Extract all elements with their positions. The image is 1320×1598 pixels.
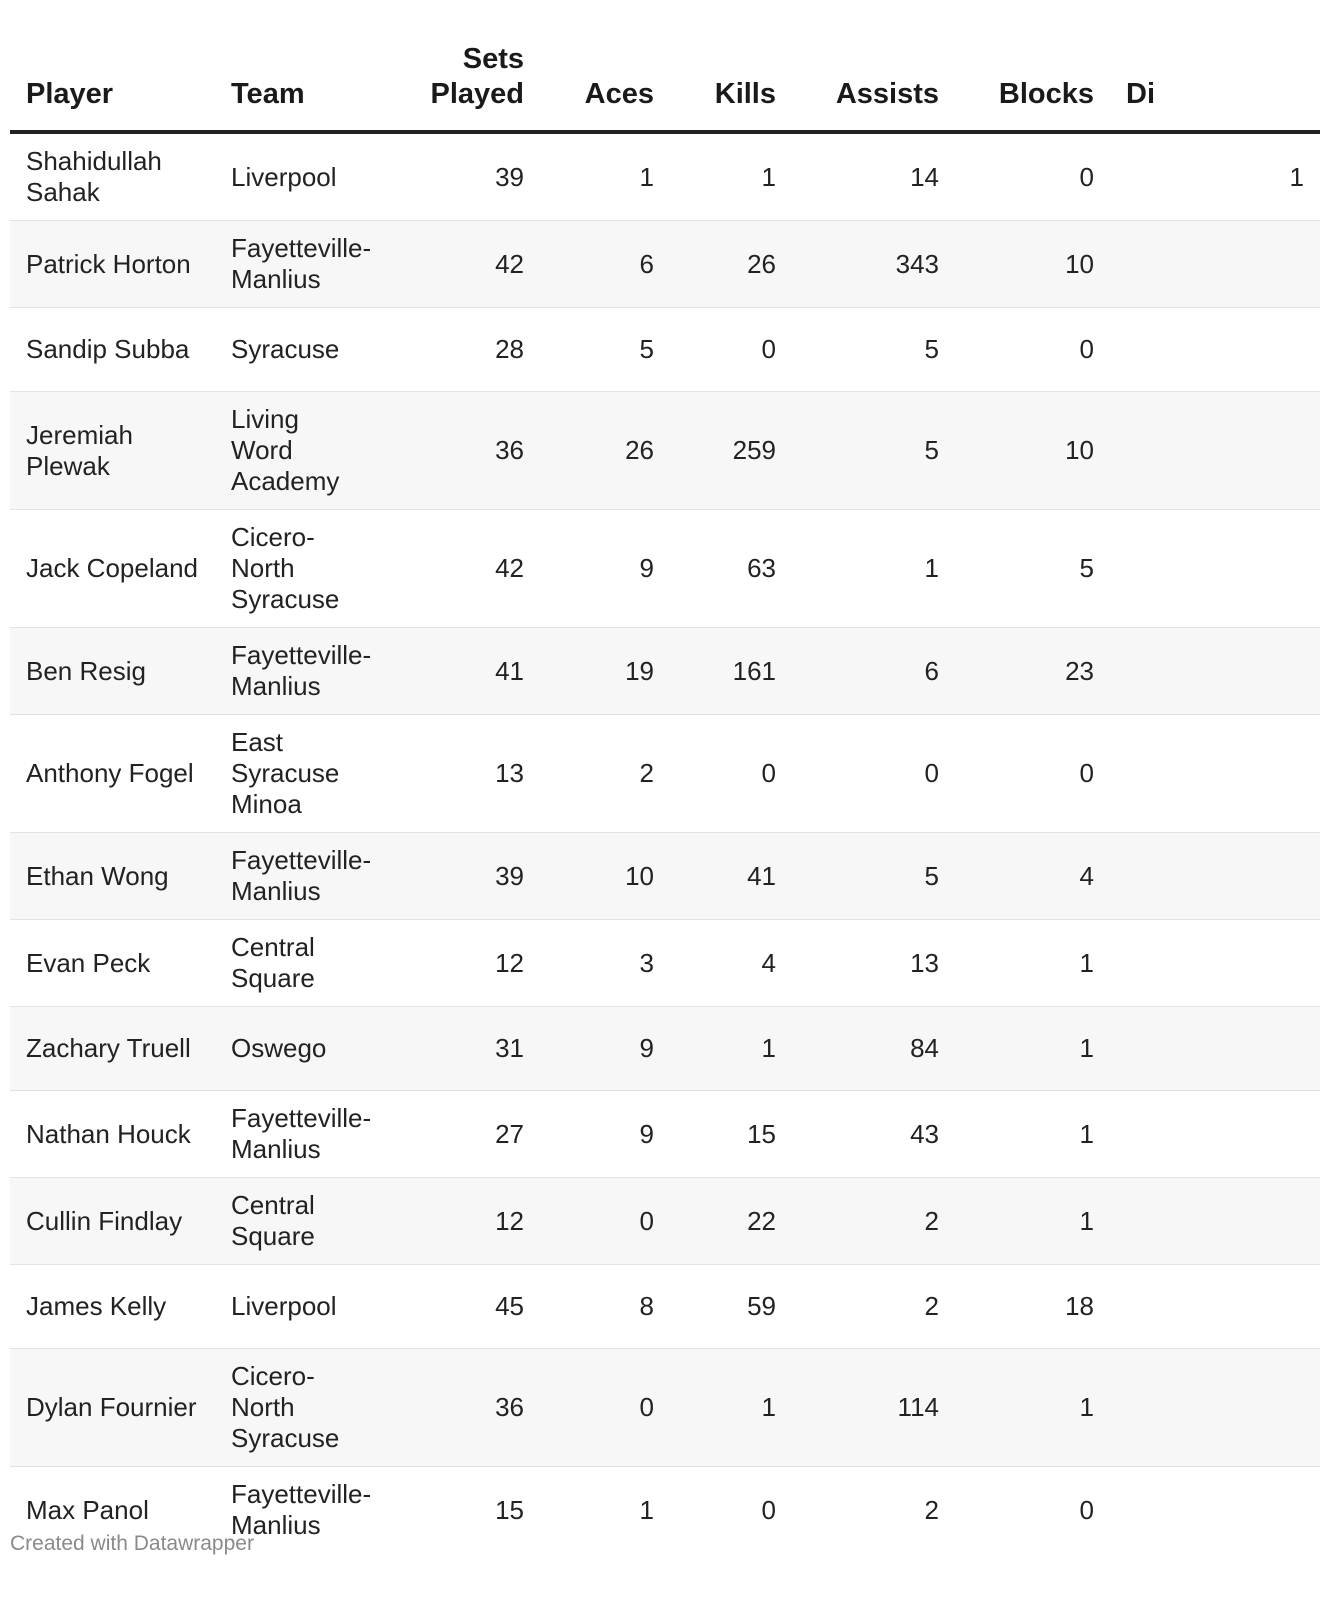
cell-assists: 14	[792, 132, 955, 221]
cell-player: Zachary Truell	[10, 1007, 215, 1091]
cell-assists: 5	[792, 833, 955, 920]
cell-aces: 10	[540, 833, 670, 920]
cell-team: Central Square	[215, 920, 380, 1007]
cell-team: Fayetteville-Manlius	[215, 221, 380, 308]
cell-digs	[1110, 1467, 1320, 1554]
cell-aces: 0	[540, 1178, 670, 1265]
column-header-digs[interactable]: Di	[1110, 0, 1320, 132]
cell-sets-played: 27	[380, 1091, 540, 1178]
cell-aces: 9	[540, 1007, 670, 1091]
cell-assists: 43	[792, 1091, 955, 1178]
table-row	[10, 132, 1320, 221]
cell-assists: 2	[924, 1494, 939, 1525]
cell-kills: 41	[670, 833, 792, 920]
cell-aces: 19	[540, 628, 670, 715]
table-row	[10, 392, 1320, 510]
cell-assists: 2	[792, 1178, 955, 1265]
cell-sets-played: 13	[380, 715, 540, 833]
cell-kills: 63	[670, 510, 792, 628]
cell-digs	[1110, 920, 1320, 1007]
cell-blocks: 1	[955, 1349, 1110, 1467]
cell-player: Cullin Findlay	[10, 1178, 215, 1265]
cell-kills: 4	[670, 920, 792, 1007]
table-row	[10, 1265, 1320, 1349]
cell-aces: 2	[540, 715, 670, 833]
cell-digs	[1110, 1091, 1320, 1178]
cell-team: Fayetteville-Manlius	[215, 628, 380, 715]
cell-blocks: 4	[955, 833, 1110, 920]
cell-blocks: 23	[955, 628, 1110, 715]
cell-team: East Syracuse Minoa	[215, 715, 380, 833]
cell-team: Central Square	[215, 1178, 380, 1265]
cell-digs	[1110, 510, 1320, 628]
cell-blocks: 0	[955, 308, 1110, 392]
cell-team: Liverpool	[215, 1265, 380, 1349]
table-row	[10, 1349, 1320, 1467]
cell-aces: 26	[540, 392, 670, 510]
cell-blocks: 1	[955, 1091, 1110, 1178]
cell-player: Max Panol	[26, 1494, 149, 1525]
cell-aces: 6	[540, 221, 670, 308]
cell-sets-played: 45	[380, 1265, 540, 1349]
column-header-blocks[interactable]: Blocks	[955, 0, 1110, 132]
cell-digs	[1110, 221, 1320, 308]
cell-aces: 9	[540, 1091, 670, 1178]
cell-assists: 84	[792, 1007, 955, 1091]
cell-sets-played: 39	[380, 132, 540, 221]
cell-blocks: 18	[955, 1265, 1110, 1349]
cell-sets-played: 36	[380, 392, 540, 510]
cell-blocks: 5	[955, 510, 1110, 628]
column-header-team[interactable]: Team	[215, 0, 380, 132]
datawrapper-credit: Created with Datawrapper	[10, 1532, 254, 1555]
cell-sets-played: 39	[380, 833, 540, 920]
cell-sets-played: 31	[380, 1007, 540, 1091]
cell-team: Cicero-North Syracuse	[215, 1349, 380, 1467]
cell-blocks: 10	[955, 392, 1110, 510]
cell-player: Evan Peck	[10, 920, 215, 1007]
cell-player: Shahidullah Sahak	[10, 132, 215, 221]
player-stats-table	[10, 0, 1320, 1553]
cell-aces: 9	[540, 510, 670, 628]
cell-sets-played: 15	[495, 1494, 524, 1525]
cell-aces: 0	[540, 1349, 670, 1467]
cell-assists: 0	[792, 715, 955, 833]
cell-assists: 13	[792, 920, 955, 1007]
cell-team: Fayetteville-Manlius	[215, 1091, 380, 1178]
table-header	[10, 0, 1320, 132]
cell-kills: 259	[670, 392, 792, 510]
cell-kills: 26	[670, 221, 792, 308]
cell-kills: 1	[670, 132, 792, 221]
cell-assists: 1	[792, 510, 955, 628]
table-row	[10, 715, 1320, 833]
table-row	[10, 833, 1320, 920]
table-row	[10, 221, 1320, 308]
cell-digs	[1110, 1178, 1320, 1265]
table-row	[10, 628, 1320, 715]
table-row	[10, 920, 1320, 1007]
cell-kills: 59	[670, 1265, 792, 1349]
cell-team: Fayetteville-Manlius	[215, 833, 380, 920]
cell-assists: 343	[792, 221, 955, 308]
cell-sets-played: 28	[380, 308, 540, 392]
cell-player: James Kelly	[10, 1265, 215, 1349]
cell-player: Dylan Fournier	[10, 1349, 215, 1467]
cell-player: Patrick Horton	[10, 221, 215, 308]
cell-team: Cicero-North Syracuse	[215, 510, 380, 628]
cell-digs	[1110, 715, 1320, 833]
cell-kills: 0	[761, 1494, 776, 1525]
column-header-player[interactable]: Player	[10, 0, 215, 132]
cell-digs: 1	[1110, 132, 1320, 221]
column-header-assists[interactable]: Assists	[792, 0, 955, 132]
cell-sets-played: 42	[380, 221, 540, 308]
cell-aces: 1	[540, 132, 670, 221]
column-header-sets-played[interactable]: Sets Played	[380, 0, 540, 132]
cell-aces: 5	[540, 308, 670, 392]
cell-sets-played: 41	[380, 628, 540, 715]
cell-team: Liverpool	[215, 132, 380, 221]
table-row	[10, 510, 1320, 628]
table-body	[10, 132, 1320, 1553]
cell-assists: 5	[792, 392, 955, 510]
cell-blocks: 0	[955, 132, 1110, 221]
cell-blocks: 10	[955, 221, 1110, 308]
cell-blocks: 1	[955, 920, 1110, 1007]
cell-sets-played: 12	[380, 920, 540, 1007]
cell-kills: 0	[670, 715, 792, 833]
cell-digs	[1110, 1265, 1320, 1349]
cell-kills: 161	[670, 628, 792, 715]
cell-team: Oswego	[215, 1007, 380, 1091]
stats-table-container	[10, 0, 1304, 1540]
cell-kills: 22	[670, 1178, 792, 1265]
cell-digs	[1110, 1349, 1320, 1467]
cell-digs	[1110, 308, 1320, 392]
table-row	[10, 308, 1320, 392]
cell-kills: 15	[670, 1091, 792, 1178]
cell-player: Jeremiah Plewak	[10, 392, 215, 510]
column-header-aces[interactable]: Aces	[540, 0, 670, 132]
cell-player: Anthony Fogel	[10, 715, 215, 833]
cell-player: Ethan Wong	[10, 833, 215, 920]
cell-digs	[1110, 833, 1320, 920]
cell-assists: 5	[792, 308, 955, 392]
cell-kills: 0	[670, 308, 792, 392]
cell-sets-played: 36	[380, 1349, 540, 1467]
table-row	[10, 1007, 1320, 1091]
cell-digs	[1110, 392, 1320, 510]
cell-blocks: 1	[955, 1178, 1110, 1265]
table-row	[10, 1091, 1320, 1178]
cell-player: Ben Resig	[10, 628, 215, 715]
cell-sets-played: 12	[380, 1178, 540, 1265]
cell-blocks: 0	[955, 715, 1110, 833]
cell-digs	[1110, 628, 1320, 715]
cell-blocks: 1	[955, 1007, 1110, 1091]
cell-player: Nathan Houck	[10, 1091, 215, 1178]
cell-kills: 1	[670, 1007, 792, 1091]
cell-team: Living Word Academy	[215, 392, 380, 510]
cell-assists: 114	[792, 1349, 955, 1467]
cell-assists: 6	[792, 628, 955, 715]
cell-aces: 8	[540, 1265, 670, 1349]
cell-player: Sandip Subba	[10, 308, 215, 392]
cell-kills: 1	[670, 1349, 792, 1467]
column-header-kills[interactable]: Kills	[670, 0, 792, 132]
cell-team: Fayetteville-Manlius	[231, 1479, 372, 1540]
cell-sets-played: 42	[380, 510, 540, 628]
cell-digs	[1110, 1007, 1320, 1091]
cell-aces: 1	[639, 1494, 654, 1525]
cell-aces: 3	[540, 920, 670, 1007]
cell-blocks: 0	[1079, 1494, 1094, 1525]
cell-team: Syracuse	[215, 308, 380, 392]
table-row	[10, 1178, 1320, 1265]
cell-assists: 2	[792, 1265, 955, 1349]
cell-player: Jack Copeland	[10, 510, 215, 628]
